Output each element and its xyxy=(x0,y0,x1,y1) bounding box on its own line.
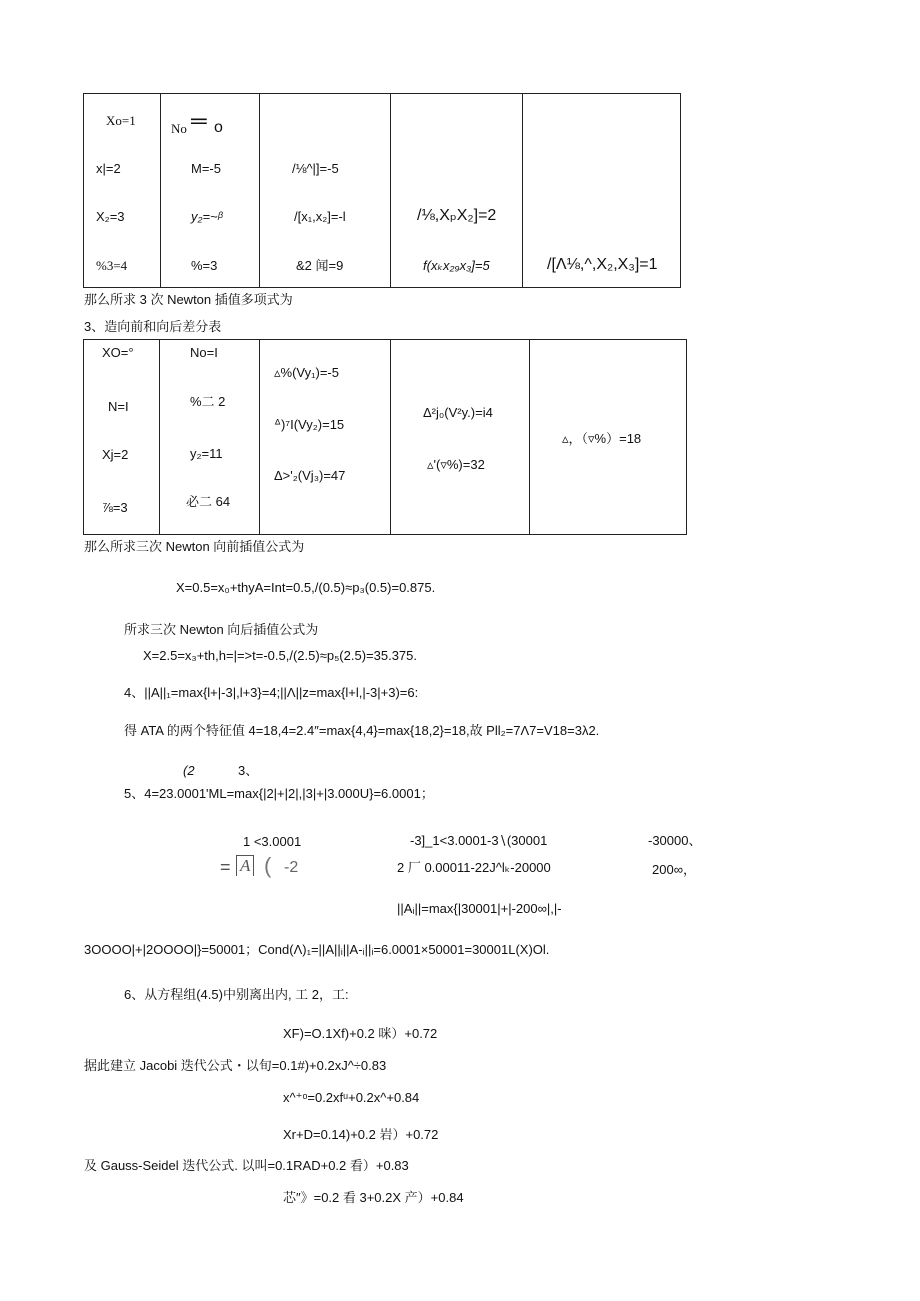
formula-fragment: (2 xyxy=(183,763,195,778)
table1-cell: x|=2 xyxy=(96,161,121,176)
table2-col3 xyxy=(260,340,391,535)
table1-cell: %=3 xyxy=(191,258,218,273)
formula-fragment: ||Aᵢ||=max{|30001|+|-200∞|,|- xyxy=(397,901,562,916)
table1-cell: y₂=~ᵝ xyxy=(191,209,223,224)
table1-cell: M=-5 xyxy=(191,161,221,176)
formula-fragment: 3、 xyxy=(238,763,259,778)
formula-line: 5、4=23.0001'ML=max{|2|+|2|,|3|+|3.000U}=6.0001； xyxy=(124,786,434,801)
table2-cell: %二 2 xyxy=(190,394,226,409)
divided-difference-table xyxy=(83,93,681,288)
table2-col1 xyxy=(84,340,160,535)
table2-cell: 必二 64 xyxy=(186,494,231,509)
table2-cell: ▵，（▿%）=18 xyxy=(562,431,642,446)
table2-cell: ⅞=3 xyxy=(102,500,128,515)
formula-line: 4、||A||₁=max{l+|-3|,l+3}=4;||Λ||z=max{l+l,|-3|+3)=6: xyxy=(124,685,419,700)
paren: ( xyxy=(264,853,272,878)
table2-cell: N=I xyxy=(108,399,129,414)
table2-cell: ▵'(▿%)=32 xyxy=(427,457,485,472)
table2-cell: ▵%(Vy₁)=-5 xyxy=(274,365,339,380)
table2-cell: Xj=2 xyxy=(102,447,129,462)
table1-cell: X₂=3 xyxy=(96,209,125,224)
formula-line: Xr+D=0.14)+0.2 岩）+0.72 xyxy=(283,1127,439,1142)
table1-cell: ═ xyxy=(191,108,207,133)
table1-cell: Xo=1 xyxy=(106,113,136,128)
table2-cell: Δ²j₀(V²y.)=i4 xyxy=(423,405,493,420)
formula-line: 3OOOO|+|2OOOO|}=50001；Cond(Λ)₁=||A||ᵢ||A-ᵢ||ᵢ=6.0001×50001=30001L(X)Ol. xyxy=(84,942,550,957)
table1-cell: f(xₖx₂₉x₃]=5 xyxy=(423,258,490,273)
equals-sign: = xyxy=(220,857,231,877)
section-heading: 3、造向前和向后差分表 xyxy=(84,319,222,334)
table1-col2 xyxy=(161,94,260,288)
formula-fragment: -30000、 xyxy=(648,833,702,848)
table1-cell: %3=4 xyxy=(96,258,128,273)
table1-col3 xyxy=(260,94,391,288)
table1-col4 xyxy=(391,94,523,288)
text-line: 及 Gauss-Seidel 迭代公式. 以叫=0.1RAD+0.2 看）+0.83 xyxy=(84,1158,409,1173)
table1-cell: &2 闻=9 xyxy=(296,258,344,273)
table1-col5 xyxy=(523,94,681,288)
table1-cell: /⅛^|]=-5 xyxy=(292,161,339,176)
formula-fragment: 200∞， xyxy=(652,862,696,877)
inverse-formula-image xyxy=(220,853,310,887)
table2-cell: No=I xyxy=(190,345,218,360)
table1-col1 xyxy=(84,94,161,288)
formula-line: x^⁺ᵒ=0.2xfᵘ+0.2x^+0.84 xyxy=(283,1090,420,1105)
formula-fragment: -3]_1<3.0001-3∖(30001 xyxy=(410,833,548,848)
formula-line: XF)=O.1Xf)+0.2 咪）+0.72 xyxy=(283,1026,438,1041)
text-line: 那么所求三次 Newton 向前插值公式为 xyxy=(84,539,305,554)
text-line: 得 ATA 的两个特征值 4=18,4=2.4″=max{4,4}=max{18,2}=18,故 Pll₂=7Λ7=V18=3λ2. xyxy=(124,723,600,738)
table1-cell: /⅛,XₚX₂]=2 xyxy=(417,207,497,224)
table2-col5 xyxy=(530,340,687,535)
section-heading: 6、从方程组(4.5)中别离出内, 工 2，工: xyxy=(124,987,349,1002)
table2-col2 xyxy=(160,340,260,535)
table2-cell: Δ>'₂(Vj₃)=47 xyxy=(274,468,346,483)
table2-cell: XO=° xyxy=(102,345,134,360)
text-line: 所求三次 Newton 向后插值公式为 xyxy=(124,622,319,637)
table1-cell: /[x₁,x₂]=-l xyxy=(294,209,346,224)
matrix-entry: -2 xyxy=(284,859,299,876)
table1-cell: /[Λ⅛,^,X₂,X₃]=1 xyxy=(547,256,658,273)
table2-cell: ᐞ)⁷I(Vy₂)=15 xyxy=(274,417,345,432)
formula-line: 芯″》=0.2 看 3+0.2X 产）+0.84 xyxy=(283,1190,464,1205)
table2-col4 xyxy=(391,340,530,535)
text-line: 那么所求 3 次 Newton 插值多项式为 xyxy=(84,292,293,307)
table1-cell: No xyxy=(171,121,187,136)
table1-cell: o xyxy=(214,119,223,136)
formula-line: X=2.5=x₃+th,h=|=>t=-0.5,/(2.5)≈p₅(2.5)=35.375. xyxy=(143,648,418,663)
determinant-A: A xyxy=(236,855,254,876)
formula-fragment: 2 厂 0.00011-22J^lₖ-20000 xyxy=(397,860,551,875)
table2-cell: y₂=11 xyxy=(190,446,223,461)
forward-backward-difference-table xyxy=(83,339,687,535)
text-line: 据此建立 Jacobi 迭代公式・以旬=0.1#)+0.2xJ^÷0.83 xyxy=(84,1058,387,1073)
formula-line: X=0.5=x₀+thyA=Int=0.5,/(0.5)≈p₃(0.5)=0.875. xyxy=(176,580,436,595)
formula-fragment: 1 <3.0001 xyxy=(243,834,302,849)
